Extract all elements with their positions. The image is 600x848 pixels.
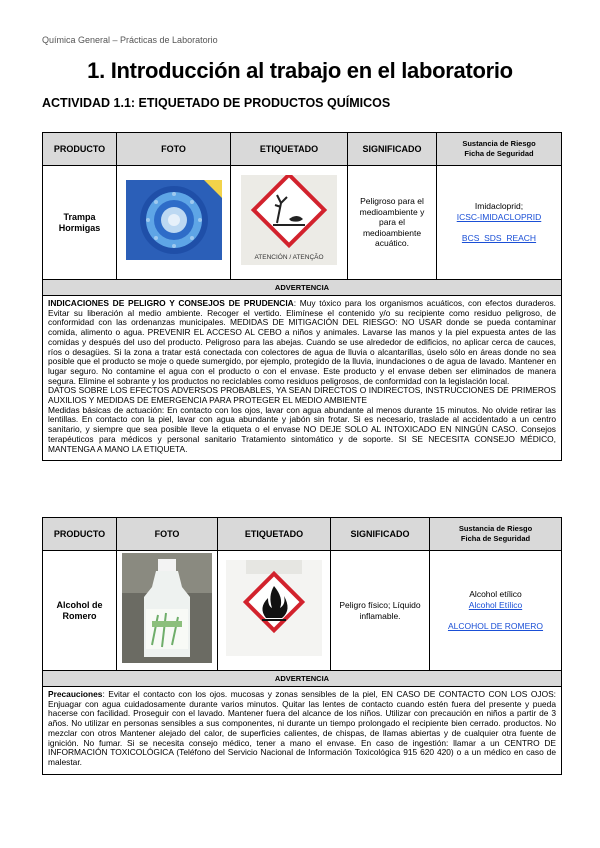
col-significado: SIGNIFICADO [348, 133, 437, 166]
significado-text: Peligro físico; Líquido inflamable. [331, 551, 430, 671]
sustancia-cell [430, 551, 562, 671]
col-etiquetado: ETIQUETADO [231, 133, 348, 166]
col-producto: PRODUCTO [43, 518, 117, 551]
col-significado: SIGNIFICADO [331, 518, 430, 551]
col-producto: PRODUCTO [43, 133, 117, 166]
activity-subtitle: ACTIVIDAD 1.1: ETIQUETADO DE PRODUCTOS QUÍMICOS [42, 96, 391, 110]
sustancia-name: Imidacloprid; [474, 201, 524, 211]
environment-hazard-icon [241, 175, 337, 265]
hazard-label [231, 166, 348, 280]
col-foto: FOTO [117, 518, 218, 551]
warning-paragraph: Precauciones: Evitar el contacto con los ojos. mucosas y zonas sensibles de la piel, EN CASO DE CONTACTO CON LOS OJOS: Enjuagar con agua cuidadosamente durante varios minutos. Quitar las lentes de contacto cuando estén fuera del presente y pueda hacerse con facilidad. Proseguir con el lavado. Mantener fuera del alcance de los niños. Utilizar con precaución en niños a partir de 3 años. No utilizar en personas sensibles a sus componentes, ni durante un tiempo prolongado el recipiente bien cerrado. productos. No mezclar con otros Mantener alejado del calor, de superficies calientes, de chispas, de llamas abiertas y de cualquier otra fuente de ignición. No fumar. Si se necesita consejo médico, tener a mano el envase. En caso de ingestión: llamar a un CENTRO DE INFORMACIÓN TOXICOLÓGICA (Teléfono del Servicio Nacional de Información Toxicológica 915 620 420) o a un médico en caso de malestar. [43, 687, 562, 775]
col-sustancia: Sustancia de Riesgo Ficha de Seguridad [430, 518, 562, 551]
page-header: Química General – Prácticas de Laboratorio [42, 35, 218, 45]
product-name: Trampa Hormigas [43, 166, 117, 280]
sustancia-name: Alcohol etílico [469, 589, 522, 599]
significado-text: Peligroso para el medioambiente y para el medioambiente acuático. [348, 166, 437, 280]
product-photo [117, 551, 218, 671]
hazard-label [218, 551, 331, 671]
product-table-2 [42, 517, 562, 775]
link-alcohol-romero[interactable]: ALCOHOL DE ROMERO [447, 621, 544, 631]
warning-paragraph: INDICACIONES DE PELIGRO Y CONSEJOS DE PRUDENCIA: Muy tóxico para los organismos acuáticos, con efectos duraderos. Evitar su liberación al medio ambiente. Recoger el vertido. Elimínese el contenido y/o su recipiente como residuo peligroso, de conformidad con las ordenanzas municipales. MEDIDAS DE MITIGACIÓN DEL RIESGO: NO USAR donde se pueda contaminar comida, alimento o agua. PREVENIR EL ACCESO AL CEBO a niños y animales. Lavarse las manos y la piel expuesta antes de las comidas y después del uso del producto. Peligroso para las abejas. Cuando se use alrededor de edificios, no aplicar cerca de cauces, ríos o desagües. Si la zona a tratar está conectada con colectores de agua de lluvia o alcantarillas, úselo sólo en áreas donde no sea posible que el producto se moje o quede sumergido, por ejemplo, protegido de la lluvia, inundaciones o de agua de lavado. Mantener en lugar seguro. No contamine el agua con el producto o con el envase. Este producto y el envase deben ser eliminados de manera segura. Elimine el sobrante y los productos no reciclables como residuos peligrosos, de conformidad con la legislación local. DATOS SOBRE LOS EFECTOS ADVERSOS PROBABLES, YA SEAN DIRECTOS O INDIRECTOS, INSTRUCCIONES DE PRIMEROS AUXILIOS Y MEDIDAS DE EMERGENCIA PARA PROTEGER EL MEDIO AMBIENTE Medidas básicas de actuación: En contacto con los ojos, lavar con agua abundante al menos durante 15 minutos. No olvide retirar las lentillas. En contacto con la piel, lavar con agua abundante y jabón sin frotar. Si es necesario, traslade al accidentado a un centro sanitario, y siempre que sea posible lleve la etiqueta o el envase NO DEJE SOLO AL INTOXICADO EN NINGÚN CASO. Consejos terapéuticos para médicos y personal sanitario Tratamiento sintomático y de soporte. SI SE NECESITA CONSEJO MÉDICO, MANTENGA A MANO LA ETIQUETA. [43, 296, 562, 461]
col-etiquetado: ETIQUETADO [218, 518, 331, 551]
link-alcohol-etilico[interactable]: Alcohol Etílico [468, 600, 523, 610]
label-caption: ATENCIÓN / ATENÇÃO [254, 254, 324, 261]
col-sustancia: Sustancia de Riesgo Ficha de Seguridad [437, 133, 562, 166]
sustancia-cell [437, 166, 562, 280]
product-name: Alcohol de Romero [43, 551, 117, 671]
alcohol-bottle-photo [122, 553, 212, 663]
link-bcs-sds[interactable]: BCS_SDS_REACH [461, 233, 537, 243]
ant-trap-photo [126, 180, 222, 260]
link-icsc[interactable]: ICSC-IMIDACLOPRID [456, 212, 542, 222]
advertencia-header: ADVERTENCIA [43, 671, 562, 687]
page-title: 1. Introducción al trabajo en el laboratorio [87, 58, 513, 83]
flammable-icon [226, 560, 322, 656]
col-foto: FOTO [117, 133, 231, 166]
advertencia-header: ADVERTENCIA [43, 280, 562, 296]
product-table-1 [42, 132, 562, 461]
product-photo [117, 166, 231, 280]
